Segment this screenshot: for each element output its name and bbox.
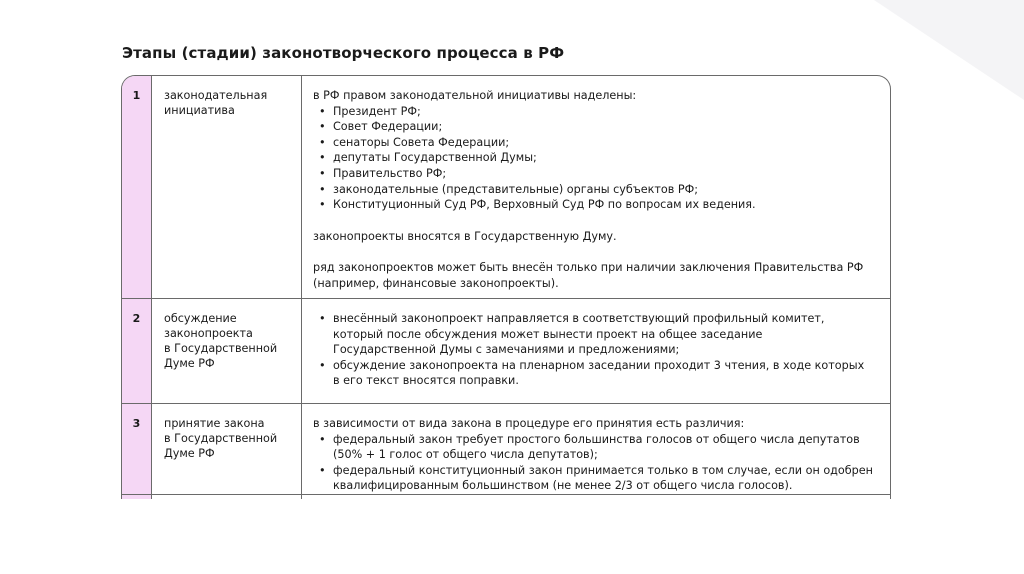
list-item-text: • Совет Федерации;	[333, 120, 443, 134]
stage-name-line: в Государственной	[164, 432, 278, 445]
list-item-text: в его текст вносятся поправки.	[333, 374, 519, 388]
list-item-text: • Конституционный Суд РФ, Верховный Суд РФ по вопросам их ведения.	[333, 198, 756, 212]
list-item-text: • Правительство РФ;	[333, 166, 447, 180]
stage-name	[164, 416, 294, 461]
stage-name	[164, 88, 294, 118]
table-row-2	[122, 299, 890, 404]
list-item-text: • федеральный закон требует простого большинства голосов от общего числа депутатов	[333, 432, 860, 446]
list-item	[319, 463, 880, 494]
stage-name-line: в Государственной	[164, 342, 278, 355]
list-item	[319, 104, 880, 120]
list-item	[319, 166, 880, 182]
list-item-text: Государственной Думы с замечаниями и предложениями;	[333, 343, 680, 357]
stage-name	[164, 311, 294, 371]
stage-name-line: Думе РФ	[164, 357, 215, 370]
list-item-text: который после обсуждения может вынести проект на общее заседание	[333, 327, 763, 341]
list-item	[319, 150, 880, 166]
row-number: 3	[132, 417, 141, 430]
bullet-list	[313, 311, 880, 389]
stage-name-line: инициатива	[164, 104, 235, 117]
list-item-text: • федеральный конституционный закон принимается только в том случае, если он одобрен	[333, 463, 873, 477]
list-item-text: • обсуждение законопроекта на пленарном заседании проходит 3 чтения, в ходе которых	[333, 358, 865, 372]
table-row-3	[122, 404, 890, 495]
page-title: Этапы (стадии) законотворческого процесса в РФ	[122, 44, 565, 62]
bullet-list	[313, 104, 880, 213]
stage-name-line: законопроекта	[164, 327, 253, 340]
stage-description	[313, 88, 880, 292]
stage-name-line: обсуждение	[164, 312, 237, 325]
column-divider	[301, 299, 302, 403]
stage-description	[313, 311, 880, 389]
column-divider	[301, 404, 302, 494]
list-item	[319, 135, 880, 151]
description-intro: в зависимости от вида закона в процедуре его принятия есть различия:	[313, 417, 745, 430]
column-divider	[301, 76, 302, 298]
list-item	[319, 311, 880, 358]
paragraph-line: ряд законопроектов может быть внесён только при наличии заключения Правительства РФ	[313, 261, 864, 275]
list-item-text: • Президент РФ;	[333, 104, 421, 118]
list-item	[319, 358, 880, 389]
description-paragraph	[313, 260, 880, 291]
paragraph-line: (например, финансовые законопроекты).	[313, 276, 559, 290]
stage-name-line: принятие закона	[164, 417, 265, 430]
table-row-4-partial	[122, 495, 890, 499]
list-item	[319, 182, 880, 198]
list-item-text: квалифицированным большинством (не менее 2/3 от общего числа голосов).	[333, 479, 793, 493]
description-paragraph: законопроекты вносятся в Государственную Думу.	[313, 229, 617, 243]
stage-description	[313, 416, 880, 494]
list-item-text: • законодательные (представительные) органы субъектов РФ;	[333, 182, 699, 196]
stages-table	[121, 75, 891, 499]
list-item-text: • внесённый законопроект направляется в соответствующий профильный комитет,	[333, 312, 825, 325]
row-number: 2	[132, 312, 141, 325]
list-item-text: • сенаторы Совета Федерации;	[333, 135, 510, 149]
column-divider	[301, 495, 302, 499]
stage-name-line: Думе РФ	[164, 447, 215, 460]
list-item	[319, 119, 880, 135]
row-number: 1	[132, 89, 141, 102]
stage-name-line: законодательная	[164, 89, 268, 102]
list-item-text: (50% + 1 голос от общего числа депутатов);	[333, 448, 598, 462]
bullet-list	[313, 432, 880, 494]
list-item-text: • депутаты Государственной Думы;	[333, 151, 537, 165]
list-item	[319, 197, 880, 213]
decorative-corner-shape	[874, 0, 1024, 100]
list-item	[319, 432, 880, 463]
description-intro: в РФ правом законодательной инициативы наделены:	[313, 89, 637, 102]
table-row-1	[122, 76, 890, 299]
